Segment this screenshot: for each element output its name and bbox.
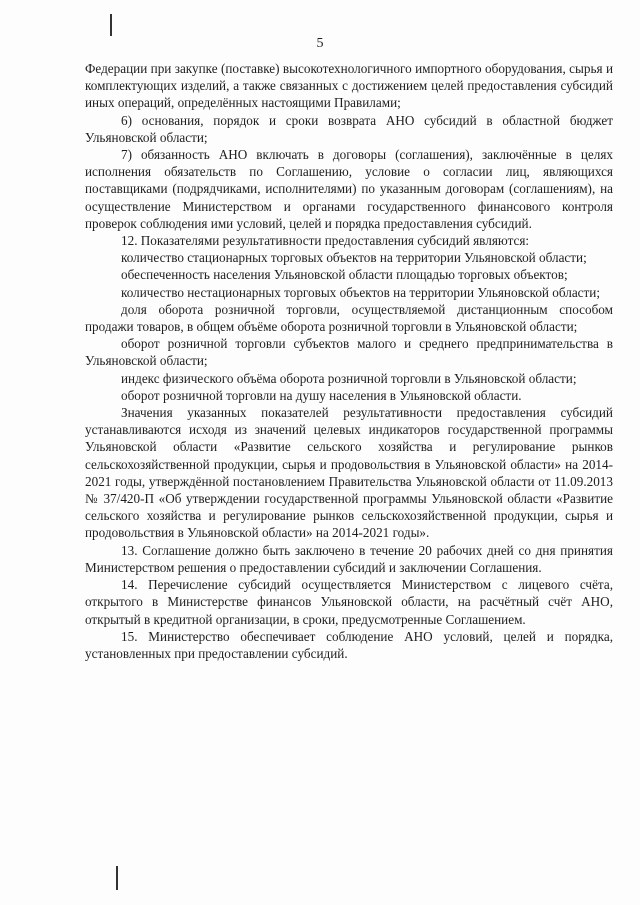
indicator-item: обеспеченность населения Ульяновской области площадью торговых объектов; [121,267,568,283]
indicator-item: оборот розничной торговли субъектов малого и среднего предпринимательства в Ульяновской области; [85,336,613,369]
paragraph-continuation: Федерации при закупке (поставке) высокотехнологичного импортного оборудования, сырья и комплектующих изделий, а также связанных с достижением целей предоставления субсидий иных операций, определённых настоящими Правилами; [85,61,613,111]
document-body [85,60,613,662]
paragraph-14: 14. Перечисление субсидий осуществляется Министерством с лицевого счёта, открытого в Министерстве финансов Ульяновской области, на расчётный счёт АНО, открытый в кредитной организации, в сроки, предусмотренные Соглашением. [85,577,613,627]
indicator-item: оборот розничной торговли на душу населения в Ульяновской области. [121,387,522,403]
scan-mark-top [110,14,112,36]
paragraph-item-6: 6) основания, порядок и сроки возврата АНО субсидий в областной бюджет Ульяновской области; [85,112,613,145]
scan-mark-bottom [116,866,118,890]
paragraph-13: 13. Соглашение должно быть заключено в течение 20 рабочих дней со дня принятия Министерством решения о предоставлении субсидий и заключении Соглашения. [85,542,613,575]
paragraph-indicator-values: Значения указанных показателей результативности предоставления субсидий устанавливаются исходя из значений целевых индикаторов государственной программы Ульяновской области «Развитие сельского хозяйства и регулирование рынков сельскохозяйственной продукции, сырья и продовольствия в Ульяновской области» на 2014-2021 годы, утверждённой постановлением Правительства Ульяновской области от 11.09.2013 № 37/420-П «Об утверждении государственной программы Ульяновской области «Развитие сельского хозяйства и регулирование рынков сельскохозяйственной продукции, сырья и продовольствия в Ульяновской области» на 2014-2021 годы». [85,405,613,541]
page-number: 5 [316,36,324,51]
paragraph-item-7: 7) обязанность АНО включать в договоры (соглашения), заключённые в целях исполнения обязательств по Соглашению, условие о согласии лиц, являющихся поставщиками (подрядчиками, исполнителями) по указанным договорам (соглашениям), на осуществление Министерством и органами государственного финансового контроля проверок соблюдения ими условий, целей и порядка предоставления субсидий. [85,147,613,231]
paragraph-12: 12. Показателями результативности предоставления субсидий являются: [121,233,530,249]
indicator-item: количество нестационарных торговых объектов на территории Ульяновской области; [121,284,601,300]
indicator-item: доля оборота розничной торговли, осуществляемой дистанционным способом продажи товаров, в общем объёме оборота розничной торговли в Ульяновской области; [85,301,613,335]
paragraph-15: 15. Министерство обеспечивает соблюдение АНО условий, целей и порядка, установленных при предоставлении субсидий. [85,628,613,661]
indicator-item: количество стационарных торговых объектов на территории Ульяновской области; [121,250,587,266]
indicator-item: индекс физического объёма оборота розничной торговли в Ульяновской области; [121,370,577,386]
